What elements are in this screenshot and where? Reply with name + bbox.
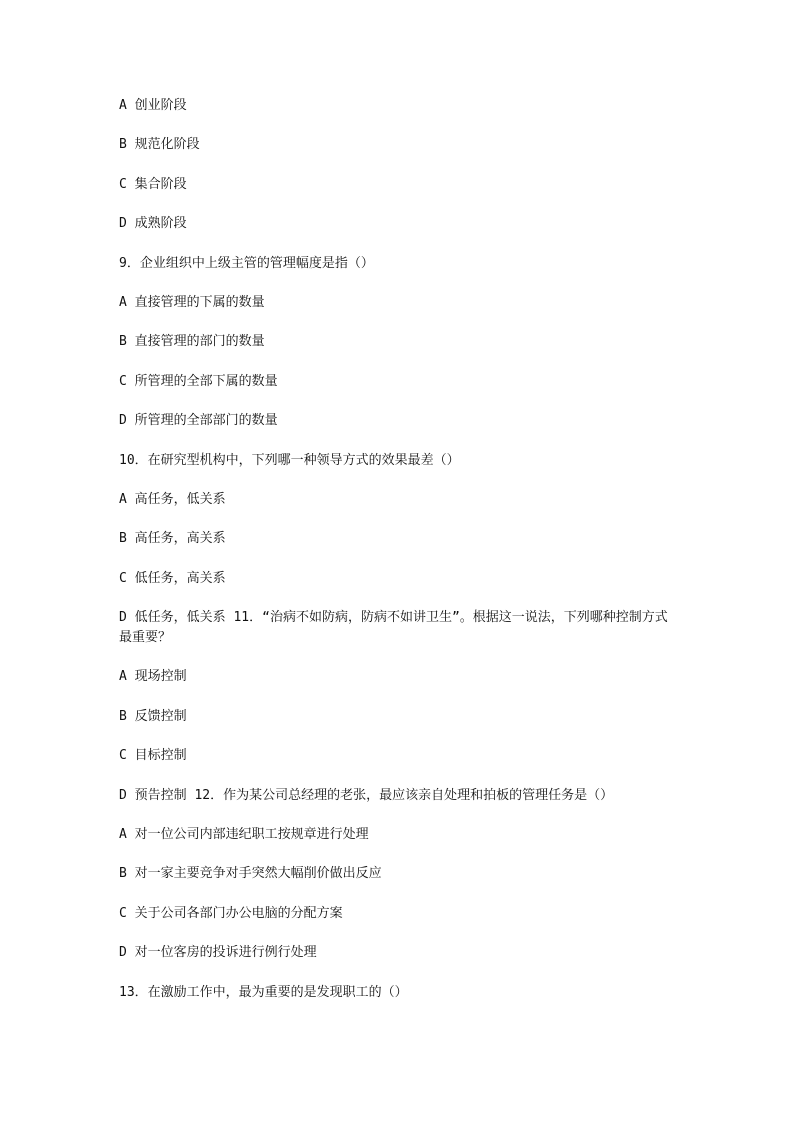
option-c-q11: C 目标控制 (119, 748, 187, 764)
option-d-q10-question-11: D 低任务，低关系 11．“治病不如防病，防病不如讲卫生”。根据这一说法，下列哪种控制方式最重要？ (119, 610, 668, 646)
option-b-q9: B 直接管理的部门的数量 (119, 334, 265, 350)
option-c-q9: C 所管理的全部下属的数量 (119, 373, 278, 389)
option-d-q9: D 所管理的全部部门的数量 (119, 413, 278, 429)
option-a-q10: A 高任务，低关系 (119, 491, 226, 507)
option-d-q12: D 对一位客房的投诉进行例行处理 (119, 945, 317, 961)
option-b-q8: B 规范化阶段 (119, 137, 200, 153)
option-b-q10: B 高任务，高关系 (119, 531, 226, 547)
option-a-q11: A 现场控制 (119, 669, 187, 685)
option-a-q12: A 对一位公司内部违纪职工按规章进行处理 (119, 827, 369, 843)
option-c-q12: C 关于公司各部门办公电脑的分配方案 (119, 905, 343, 921)
option-b-q12: B 对一家主要竞争对手突然大幅削价做出反应 (119, 866, 382, 882)
question-13: 13．在激励工作中，最为重要的是发现职工的（） (119, 984, 408, 1000)
option-a-q9: A 直接管理的下属的数量 (119, 294, 265, 310)
option-c-q8: C 集合阶段 (119, 176, 187, 192)
option-b-q11: B 反馈控制 (119, 708, 187, 724)
option-d-q8: D 成熟阶段 (119, 216, 187, 232)
option-d-q11-question-12: D 预告控制 12．作为某公司总经理的老张，最应该亲自处理和拍板的管理任务是（） (119, 787, 614, 803)
question-list (119, 96, 679, 1022)
option-c-q10: C 低任务，高关系 (119, 570, 226, 586)
question-10: 10．在研究型机构中，下列哪一种领导方式的效果最差（） (119, 452, 460, 468)
question-9: 9．企业组织中上级主管的管理幅度是指（） (119, 255, 374, 271)
option-a-q8: A 创业阶段 (119, 98, 187, 113)
